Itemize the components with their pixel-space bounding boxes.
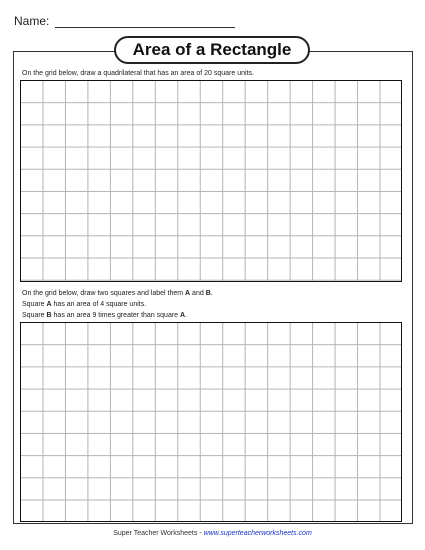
instr2-l1-pre: On the grid below, draw two squares and label them bbox=[22, 290, 186, 297]
instr2-l2-pre: Square bbox=[22, 301, 47, 308]
name-row bbox=[14, 14, 235, 28]
label-b: B bbox=[205, 290, 211, 297]
footer-url-link[interactable]: www.superteacherworksheets.com bbox=[203, 530, 312, 537]
title-text: Area of a Rectangle bbox=[132, 40, 292, 59]
label-b: B bbox=[46, 312, 52, 319]
instruction-2-line-1 bbox=[22, 288, 213, 299]
grid-1[interactable] bbox=[20, 80, 402, 282]
instruction-1 bbox=[22, 68, 254, 79]
instr2-l3-mid: has an area 9 times greater than square bbox=[51, 312, 181, 319]
name-line[interactable] bbox=[55, 15, 235, 28]
instruction-2-line-2 bbox=[22, 299, 213, 310]
instruction-2 bbox=[22, 288, 213, 321]
instruction-1-text: On the grid below, draw a quadrilateral that has an area of 20 square units. bbox=[22, 70, 254, 77]
page-title bbox=[114, 36, 310, 64]
footer-separator: - bbox=[197, 530, 204, 537]
instruction-2-line-3 bbox=[22, 310, 213, 321]
name-label: Name: bbox=[14, 14, 50, 28]
footer-brand: Super Teacher Worksheets bbox=[113, 530, 198, 537]
instr2-l2-post: has an area of 4 square units. bbox=[51, 301, 147, 308]
footer bbox=[0, 530, 425, 537]
label-a: A bbox=[180, 312, 186, 319]
label-a: A bbox=[46, 301, 52, 308]
instr2-l1-end: . bbox=[210, 290, 213, 297]
instr2-l3-end: . bbox=[185, 312, 188, 319]
grid-2[interactable] bbox=[20, 322, 402, 522]
label-a: A bbox=[185, 290, 191, 297]
instr2-l1-mid: and bbox=[190, 290, 206, 297]
instr2-l3-pre: Square bbox=[22, 312, 47, 319]
